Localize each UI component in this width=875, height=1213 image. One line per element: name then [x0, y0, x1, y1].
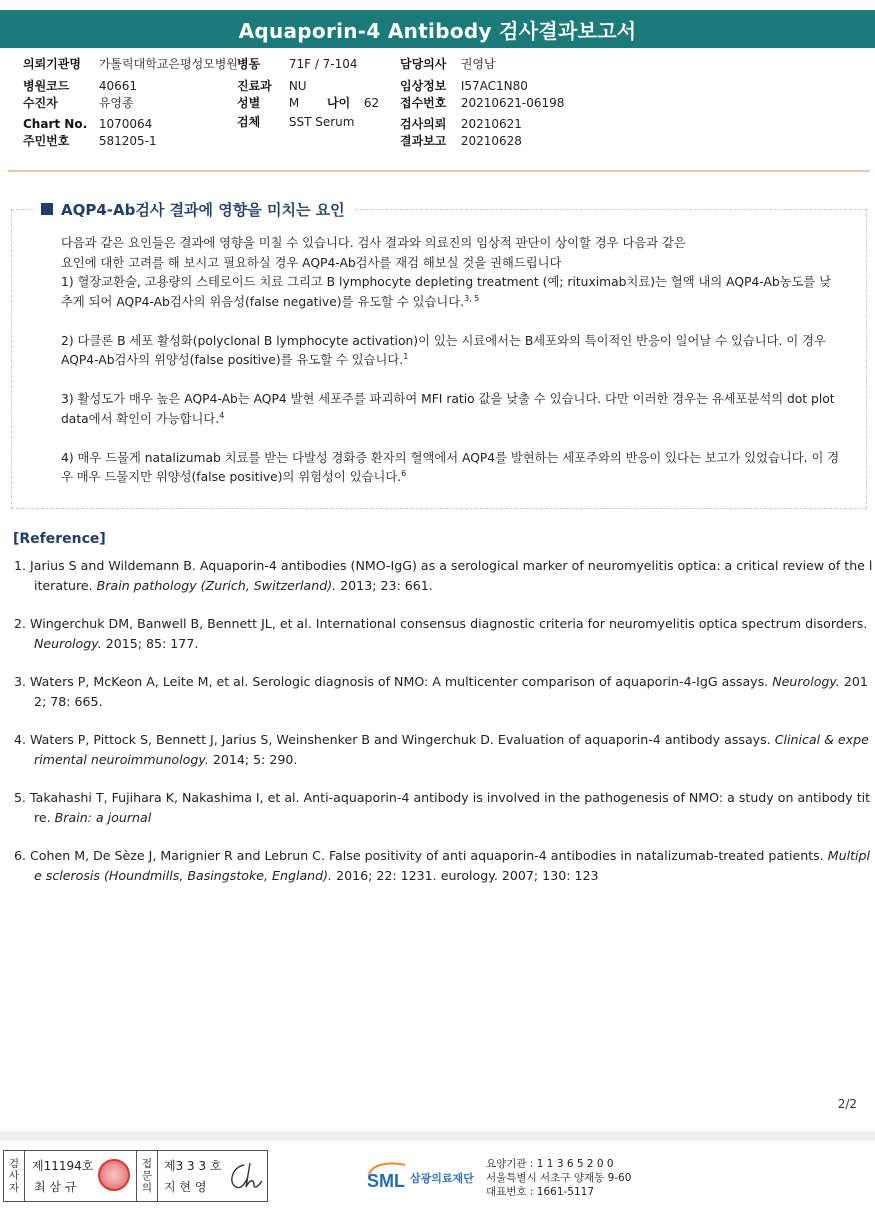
- doctor-number: 제3 3 3 호: [164, 1159, 222, 1173]
- examiner-name: 최 삼 규: [34, 1180, 77, 1194]
- org-name: 삼광의료재단: [410, 1172, 474, 1185]
- header-resident-no: 주민번호 581205-1: [23, 134, 157, 148]
- reference-item: 3. Waters P, McKeon A, Leite M, et al. Serologic diagnosis of NMO: A multicenter comparison of aquaporin-4-IgG assays. Neurology. 2012; 78: 665.: [14, 674, 868, 709]
- reference-item: 1. Jarius S and Wildemann B. Aquaporin-4 antibodies (NMO-IgG) as a serological marker of neuromyelitis optica: a critical review of the literature. Brain pathology (Zurich, Switzerland). 2013; 23: 661.: [14, 558, 873, 593]
- doctor-label: 접 문 의: [136, 1151, 158, 1201]
- reference-item: 5. Takahashi T, Fujihara K, Nakashima I, et al. Anti-aquaporin-4 antibody is involved in the pathogenesis of NMO: a study on antibody titre. Brain: a journal: [14, 790, 871, 825]
- notice-item-1: 1) 혈장교환술, 고용량의 스테로이드 치료 그리고 B lymphocyte depleting treatment (예; rituximab치료)는 혈액 내의 AQP4-Ab농도를 낮추게 되어 AQP4-Ab검사의 위음성(false negative)를 유도할 수 있습니다.$^{3, 5}$: [61, 275, 832, 309]
- reference-list: [14, 556, 874, 904]
- examiner-number: 제11194호: [32, 1159, 94, 1173]
- reference-item: 2. Wingerchuk DM, Banwell B, Bennett JL, et al. International consensus diagnostic criteria for neuromyelitis optica spectrum disorders. Neurology. 2015; 85: 177.: [14, 616, 868, 651]
- header-receipt-no: 접수번호 20210621-06198: [400, 96, 565, 110]
- org-address: 서울특별시 서초구 양재동 9-60: [486, 1172, 632, 1184]
- report-title: Aquaporin-4 Antibody 검사결과보고서: [0, 10, 875, 48]
- reference-heading: [Reference]: [13, 531, 106, 547]
- header-clinical-info: 임상정보 I57AC1N80: [400, 79, 528, 93]
- header-report-date: 결과보고 20210628: [400, 134, 522, 148]
- header-hospital: 의뢰기관명 가톨릭대학교은평성모병원: [23, 57, 238, 71]
- org-phone: 대표번호 : 1661-5117: [486, 1186, 595, 1198]
- org-contact: [486, 1157, 631, 1199]
- footer-divider: [0, 1131, 875, 1141]
- notice-intro-line1: 다음과 같은 요인들은 결과에 영향을 미칠 수 있습니다. 검사 결과와 의료진의 임상적 판단이 상이할 경우 다음과 같은: [61, 236, 686, 250]
- seal-stamp-icon: [98, 1159, 130, 1191]
- notice-intro-line2: 요인에 대한 고려를 해 보시고 필요하실 경우 AQP4-Ab검사를 재검 해보실 것을 권해드립니다: [61, 255, 562, 270]
- header-patient: 수진자 유영종: [23, 96, 134, 110]
- header-chart-no: Chart No. 1070064: [23, 117, 153, 131]
- signature-box: [3, 1150, 268, 1202]
- examiner-label: 검 사 자: [4, 1151, 25, 1201]
- reference-item: 6. Cohen M, De Sèze J, Marignier R and Lebrun C. False positivity of anti aquaporin-4 antibodies in natalizumab-treated patients. Multiple sclerosis (Houndmills, Basingstoke, England). 2016; 22: 1231. eurology. 2007; 130: 123: [14, 848, 870, 883]
- reference-item: 4. Waters P, Pittock S, Bennett J, Jarius S, Weinshenker B and Wingerchuk D. Evaluation of aquaporin-4 antibody assays. Clinical & experimental neuroimmunology. 2014; 5: 290.: [14, 732, 869, 767]
- header-doctor: 담당의사 권영남: [400, 57, 496, 71]
- header-age: 나이 62: [327, 96, 380, 110]
- page-number: 2/2: [837, 1097, 857, 1111]
- header-request-date: 검사의뢰 20210621: [400, 117, 522, 131]
- square-bullet-icon: [41, 203, 53, 215]
- notice-item-3: 3) 활성도가 매우 높은 AQP4-Ab는 AQP4 발현 세포주를 파괴하여 MFI ratio 값을 낮출 수 있습니다. 다만 이러한 경우는 유세포분석의 dot plot data에서 확인이 가능합니다.$^4$: [61, 392, 835, 426]
- notice-heading: AQP4-Ab검사 결과에 영향을 미치는 요인: [33, 198, 353, 220]
- header-department: 진료과 NU: [237, 79, 307, 93]
- header-specimen: 검체 SST Serum: [237, 115, 355, 129]
- sml-logo-text: SML: [367, 1171, 405, 1191]
- notice-item-2: 2) 다클론 B 세포 활성화(polyclonal B lymphocyte activation)이 있는 시료에서는 B세포와의 특이적인 반응이 일어날 수 있습니다. 이 경우 AQP4-Ab검사의 위양성(false positive)를 유도할 수 있습니다.$^1$: [61, 333, 826, 367]
- header-ward: 병동 71F / 7-104: [237, 57, 358, 71]
- notice-item-4: 4) 매우 드물게 natalizumab 치료를 받는 다발성 경화증 환자의 혈액에서 AQP4를 발현하는 세포주와의 반응이 있다는 보고가 있었습니다. 이 경우 매우 드물지만 위양성(false positive)의 위험성이 있습니다.$^6$: [61, 450, 840, 484]
- notice-body: [61, 234, 841, 507]
- org-code: 요양기관 : 1 1 3 6 5 2 0 0: [486, 1158, 614, 1170]
- header-hospital-code: 병원코드 40661: [23, 79, 138, 93]
- signature-icon: [222, 1157, 266, 1195]
- header-divider: [8, 170, 870, 172]
- header-sex: 성별 M: [237, 96, 300, 110]
- doctor-name: 지 현 영: [164, 1180, 207, 1194]
